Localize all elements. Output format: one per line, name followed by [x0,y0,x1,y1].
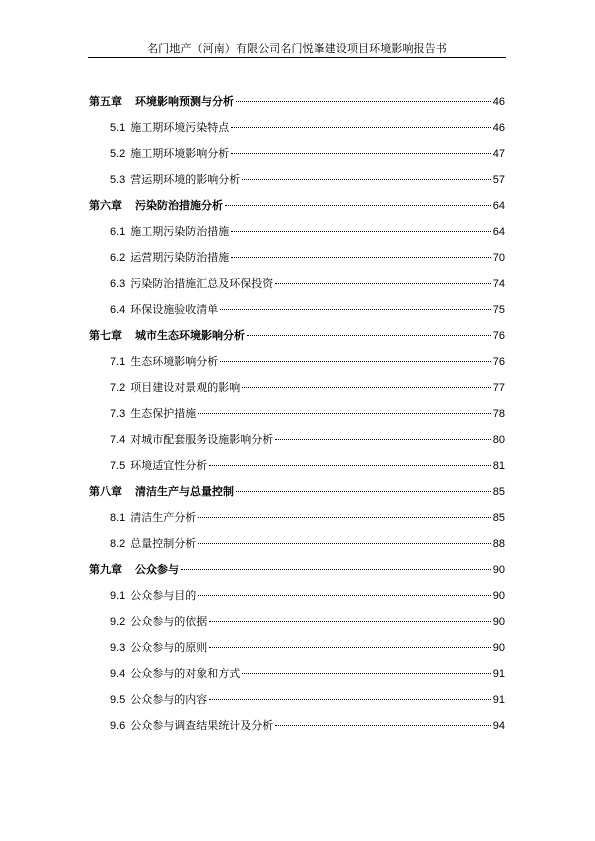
toc-section-title: 项目建设对景观的影响 [130,381,241,394]
toc-page-number: 78 [492,408,505,420]
toc-page-number: 94 [492,720,505,732]
toc-section-title: 公众参与调查结果统计及分析 [130,719,274,732]
toc-dot-leader [198,517,490,518]
toc-dot-leader [242,387,490,388]
toc-section-number: 6.4 [110,304,126,316]
toc-section-title: 公众参与的对象和方式 [130,667,241,680]
toc-chapter-title: 环境影响预测与分析 [135,95,234,108]
toc-page-number: 64 [492,226,505,238]
toc-section-number: 7.2 [110,382,126,394]
toc-section-number: 5.1 [110,122,126,134]
toc-chapter-number: 第七章 [89,329,122,342]
toc-chapter-entry[interactable] [89,483,505,509]
toc-section-title: 生态保护措施 [130,407,197,420]
toc-dot-leader [220,309,490,310]
toc-section-entry[interactable] [89,119,505,145]
toc-page-number: 75 [492,304,505,316]
toc-section-entry[interactable] [89,379,505,405]
toc-dot-leader [247,335,491,336]
toc-page-number: 47 [492,148,505,160]
toc-section-title: 环境适宜性分析 [130,459,208,472]
toc-section-number: 7.1 [110,356,126,368]
toc-page-number: 74 [492,278,505,290]
toc-section-title: 公众参与目的 [130,589,197,602]
toc-chapter-title: 城市生态环境影响分析 [135,329,245,342]
toc-section-number: 5.2 [110,148,126,160]
toc-section-entry[interactable] [89,405,505,431]
toc-page-number: 76 [492,330,505,342]
toc-section-number: 8.1 [110,512,126,524]
toc-section-entry[interactable] [89,639,505,665]
toc-dot-leader [209,465,490,466]
toc-dot-leader [225,205,491,206]
toc-page-number: 85 [492,486,505,498]
toc-section-number: 9.2 [110,616,126,628]
toc-section-title: 公众参与的原则 [130,641,208,654]
toc-dot-leader [220,361,490,362]
page-header-title: 名门地产（河南）有限公司名门悦峯建设项目环境影响报告书 [147,42,447,55]
toc-section-title: 环保设施验收清单 [130,303,219,316]
toc-page-number: 90 [492,590,505,602]
toc-page-number: 80 [492,434,505,446]
table-of-contents [89,93,505,743]
toc-section-number: 8.2 [110,538,126,550]
toc-page-number: 88 [492,538,505,550]
toc-section-title: 污染防治措施汇总及环保投资 [130,277,274,290]
toc-chapter-entry[interactable] [89,561,505,587]
toc-section-entry[interactable] [89,613,505,639]
toc-page-number: 64 [492,200,505,212]
toc-page-number: 46 [492,96,505,108]
toc-section-number: 6.3 [110,278,126,290]
toc-chapter-entry[interactable] [89,327,505,353]
toc-dot-leader [275,283,490,284]
toc-section-title: 清洁生产分析 [130,511,197,524]
toc-dot-leader [209,699,490,700]
toc-section-entry[interactable] [89,223,505,249]
header-divider [88,57,506,58]
toc-section-title: 营运期环境的影响分析 [130,173,241,186]
toc-section-number: 7.4 [110,434,126,446]
toc-page-number: 46 [492,122,505,134]
toc-dot-leader [231,127,490,128]
toc-section-entry[interactable] [89,691,505,717]
toc-section-entry[interactable] [89,535,505,561]
toc-section-entry[interactable] [89,509,505,535]
toc-page-number: 90 [492,564,505,576]
toc-dot-leader [275,725,490,726]
toc-section-number: 6.1 [110,226,126,238]
toc-section-entry[interactable] [89,353,505,379]
toc-chapter-title: 清洁生产与总量控制 [135,485,234,498]
toc-section-number: 9.3 [110,642,126,654]
toc-page-number: 57 [492,174,505,186]
toc-dot-leader [231,257,490,258]
toc-page-number: 85 [492,512,505,524]
toc-section-entry[interactable] [89,587,505,613]
toc-chapter-number: 第八章 [89,485,122,498]
toc-section-title: 生态环境影响分析 [130,355,219,368]
toc-chapter-title: 污染防治措施分析 [135,199,223,212]
toc-dot-leader [242,673,490,674]
toc-section-entry[interactable] [89,301,505,327]
toc-section-entry[interactable] [89,665,505,691]
toc-section-title: 对城市配套服务设施影响分析 [130,433,274,446]
toc-section-title: 运营期污染防治措施 [130,251,230,264]
toc-dot-leader [181,569,491,570]
toc-section-number: 5.3 [110,174,126,186]
toc-section-title: 总量控制分析 [130,537,197,550]
toc-dot-leader [275,439,490,440]
toc-section-number: 9.5 [110,694,126,706]
toc-chapter-title: 公众参与 [135,563,179,576]
toc-section-number: 7.5 [110,460,126,472]
toc-section-title: 施工期污染防治措施 [130,225,230,238]
toc-section-number: 7.3 [110,408,126,420]
toc-dot-leader [198,413,490,414]
toc-section-number: 6.2 [110,252,126,264]
toc-page-number: 76 [492,356,505,368]
toc-dot-leader [231,231,490,232]
toc-chapter-number: 第九章 [89,563,122,576]
toc-section-number: 9.4 [110,668,126,680]
toc-page-number: 90 [492,616,505,628]
toc-section-title: 公众参与的内容 [130,693,208,706]
toc-dot-leader [242,179,490,180]
toc-section-number: 9.1 [110,590,126,602]
toc-page-number: 81 [492,460,505,472]
toc-dot-leader [236,101,491,102]
toc-section-entry[interactable] [89,275,505,301]
toc-page-number: 90 [492,642,505,654]
toc-dot-leader [231,153,490,154]
toc-dot-leader [236,491,491,492]
toc-dot-leader [209,647,490,648]
toc-section-entry[interactable] [89,145,505,171]
toc-section-title: 施工期环境污染特点 [130,121,230,134]
toc-section-entry[interactable] [89,249,505,275]
toc-chapter-number: 第五章 [89,95,122,108]
toc-dot-leader [198,595,490,596]
toc-chapter-entry[interactable] [89,93,505,119]
toc-chapter-entry[interactable] [89,197,505,223]
toc-section-entry[interactable] [89,431,505,457]
toc-section-entry[interactable] [89,171,505,197]
toc-page-number: 91 [492,668,505,680]
toc-page-number: 77 [492,382,505,394]
toc-chapter-number: 第六章 [89,199,122,212]
toc-dot-leader [198,543,490,544]
toc-section-title: 施工期环境影响分析 [130,147,230,160]
toc-page-number: 70 [492,252,505,264]
toc-section-title: 公众参与的依据 [130,615,208,628]
toc-section-number: 9.6 [110,720,126,732]
toc-section-entry[interactable] [89,457,505,483]
toc-page-number: 91 [492,694,505,706]
toc-section-entry[interactable] [89,717,505,743]
toc-dot-leader [209,621,490,622]
